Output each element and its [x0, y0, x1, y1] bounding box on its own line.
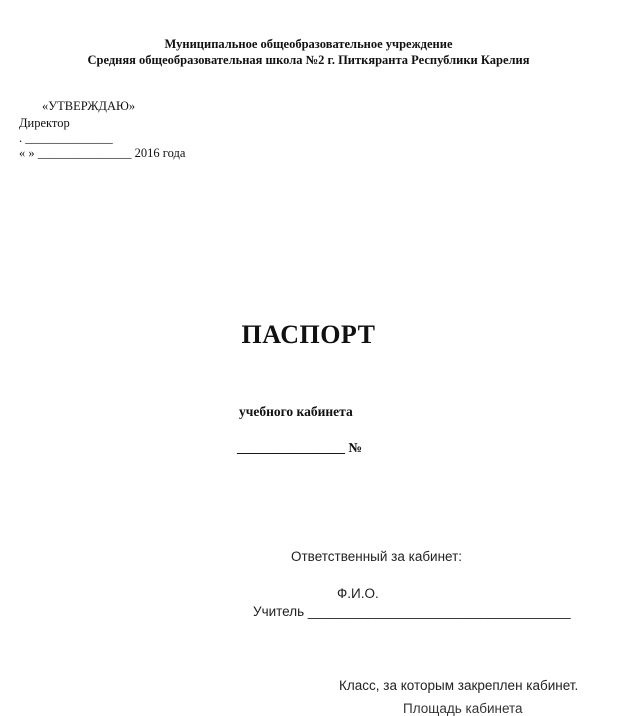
teacher-line: Учитель ___________________________________	[253, 604, 571, 619]
responsible-label: Ответственный за кабинет:	[291, 549, 463, 564]
approval-date-line: « » _______________ 2016 года	[19, 146, 186, 160]
class-assignment-label: Класс, за которым закреплен кабинет.	[339, 678, 579, 693]
fio-label: Ф.И.О.	[337, 586, 379, 601]
school-type-heading: Муниципальное общеобразовательное учреждение	[164, 37, 453, 51]
passport-subtitle: учебного кабинета	[239, 404, 353, 419]
school-name-heading: Средняя общеобразовательная школа №2 г. Питкяранта Республики Карелия	[87, 53, 530, 67]
approval-title: «УТВЕРЖДАЮ»	[42, 99, 136, 113]
approval-role: Директор	[19, 116, 70, 130]
passport-title: ПАСПОРТ	[241, 320, 376, 349]
cabinet-area-line: Площадь кабинета	[403, 701, 523, 716]
signature-line: . ______________	[19, 131, 113, 145]
cabinet-number-line: ________________ №	[237, 440, 362, 455]
